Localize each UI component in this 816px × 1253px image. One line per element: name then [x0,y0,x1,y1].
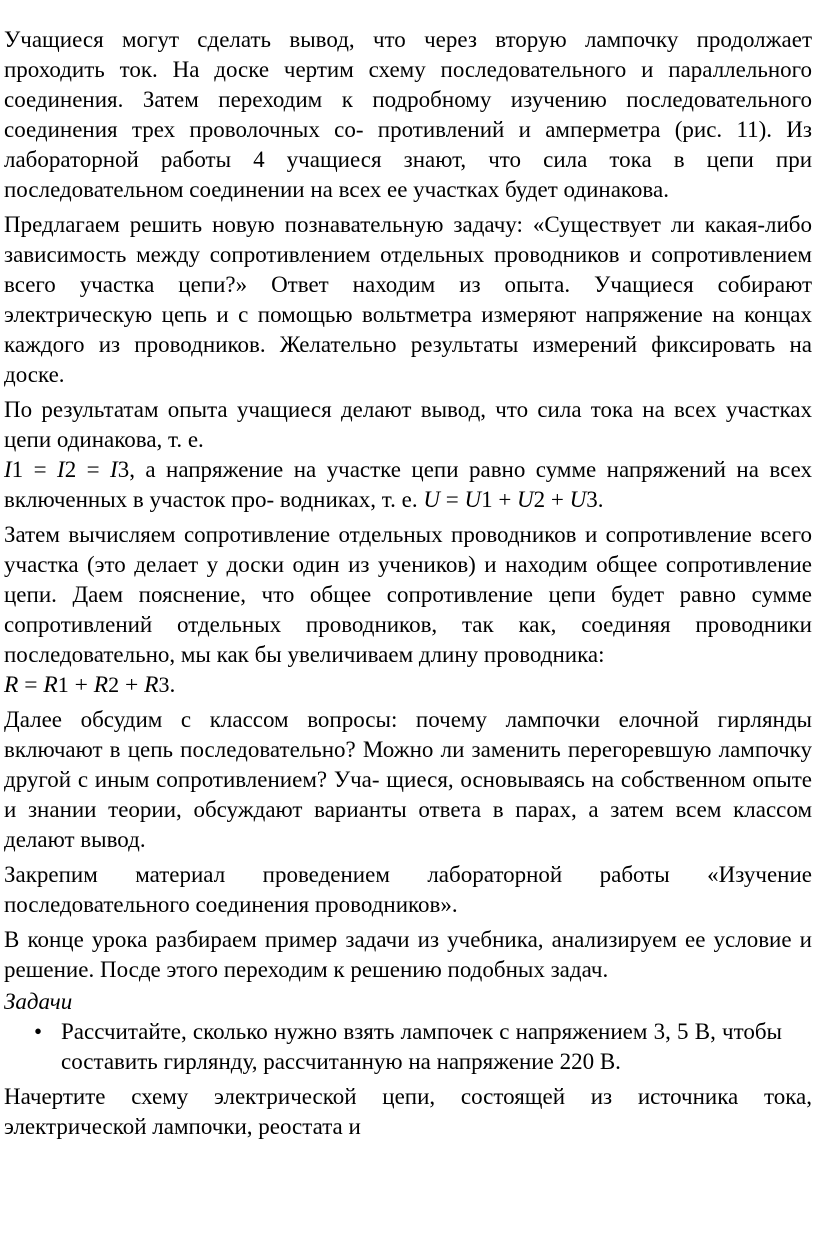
equals-sign: = [23,457,58,482]
task-list [4,1017,812,1077]
current-equality-formula: I1 = I2 = I3 [4,457,130,482]
voltage-sum-text: , а напряжение на участке цепи равно сумме напряжений на всех включенных в участок про- водниках, т. е. [4,457,812,512]
paragraph-final: Начертите схему электрической цепи, состоящей из источника тока, электрической лампочки, реостата и [4,1084,812,1139]
equals-sign: = [76,457,111,482]
voltage-sum-formula: U = U1 + U2 + U3. [423,487,604,512]
paragraph-current-voltage-formula [4,455,812,515]
bullet-icon: • [34,1019,43,1044]
task-text: Рассчитайте, сколько нужно взять лампочек с напряжением 3, 5 В, чтобы составить гирлянду, рассчитанную на напряжение 220 В. [61,1019,782,1074]
paragraph-discussion: Далее обсудим с классом вопросы: почему лампочки елочной гирлянды включают в цепь последовательно? Можно ли заменить перегоревшую лампочку другой с иным сопротивлением? Уча- щиеся, основываясь на собственном опыте и знании теории, обсуждают варианты ответа в парах, а затем всем классом делают вывод. [4,707,812,852]
paragraph-lesson-end: В конце урока разбираем пример задачи из учебника, анализируем ее условие и решение. Посде этого переходим к решению подобных задач. [4,927,812,982]
list-item [4,1017,812,1077]
paragraph-experiment-result: По результатам опыта учащиеся делают вывод, что сила тока на всех участках цепи одинакова, т. е. [4,397,812,452]
paragraph-resistance-explanation: Затем вычисляем сопротивление отдельных проводников и сопротивление всего участка (это делает у доски один из учеников) и находим общее сопротивление цепи. Даем пояснение, что общее сопротивление цепи будет равно сумме сопротивлений отдельных проводников, так как, соединяя проводники последовательно, мы как бы увеличиваем длину проводника: [4,522,812,667]
paragraph-intro: Учащиеся могут сделать вывод, что через вторую лампочку продолжает проходить ток. На доске чертим схему последовательного и параллельного соединения. Затем переходим к подробному изучению последовательного соединения трех проволочных со- противлений и амперметра (рис. 11). Из лабораторной работы 4 учащиеся знают, что сила тока в цепи при последовательном соединении на всех ее участках будет одинакова. [4,27,812,202]
paragraph-lab-work: Закрепим материал проведением лабораторной работы «Изучение последовательного соединения проводников». [4,862,812,917]
resistance-sum-formula: R = R1 + R2 + R3. [4,672,176,698]
tasks-heading: Задачи [4,989,73,1014]
paragraph-task-statement: Предлагаем решить новую познавательную задачу: «Существует ли какая-либо зависимость между сопротивлением отдельных проводников и сопротивлением всего участка цепи?» Ответ находим из опыта. Учащиеся собирают электрическую цепь и с помощью вольтметра измеряют напряжение на концах каждого из проводников. Желательно результаты измерений фиксировать на доске. [4,212,812,387]
